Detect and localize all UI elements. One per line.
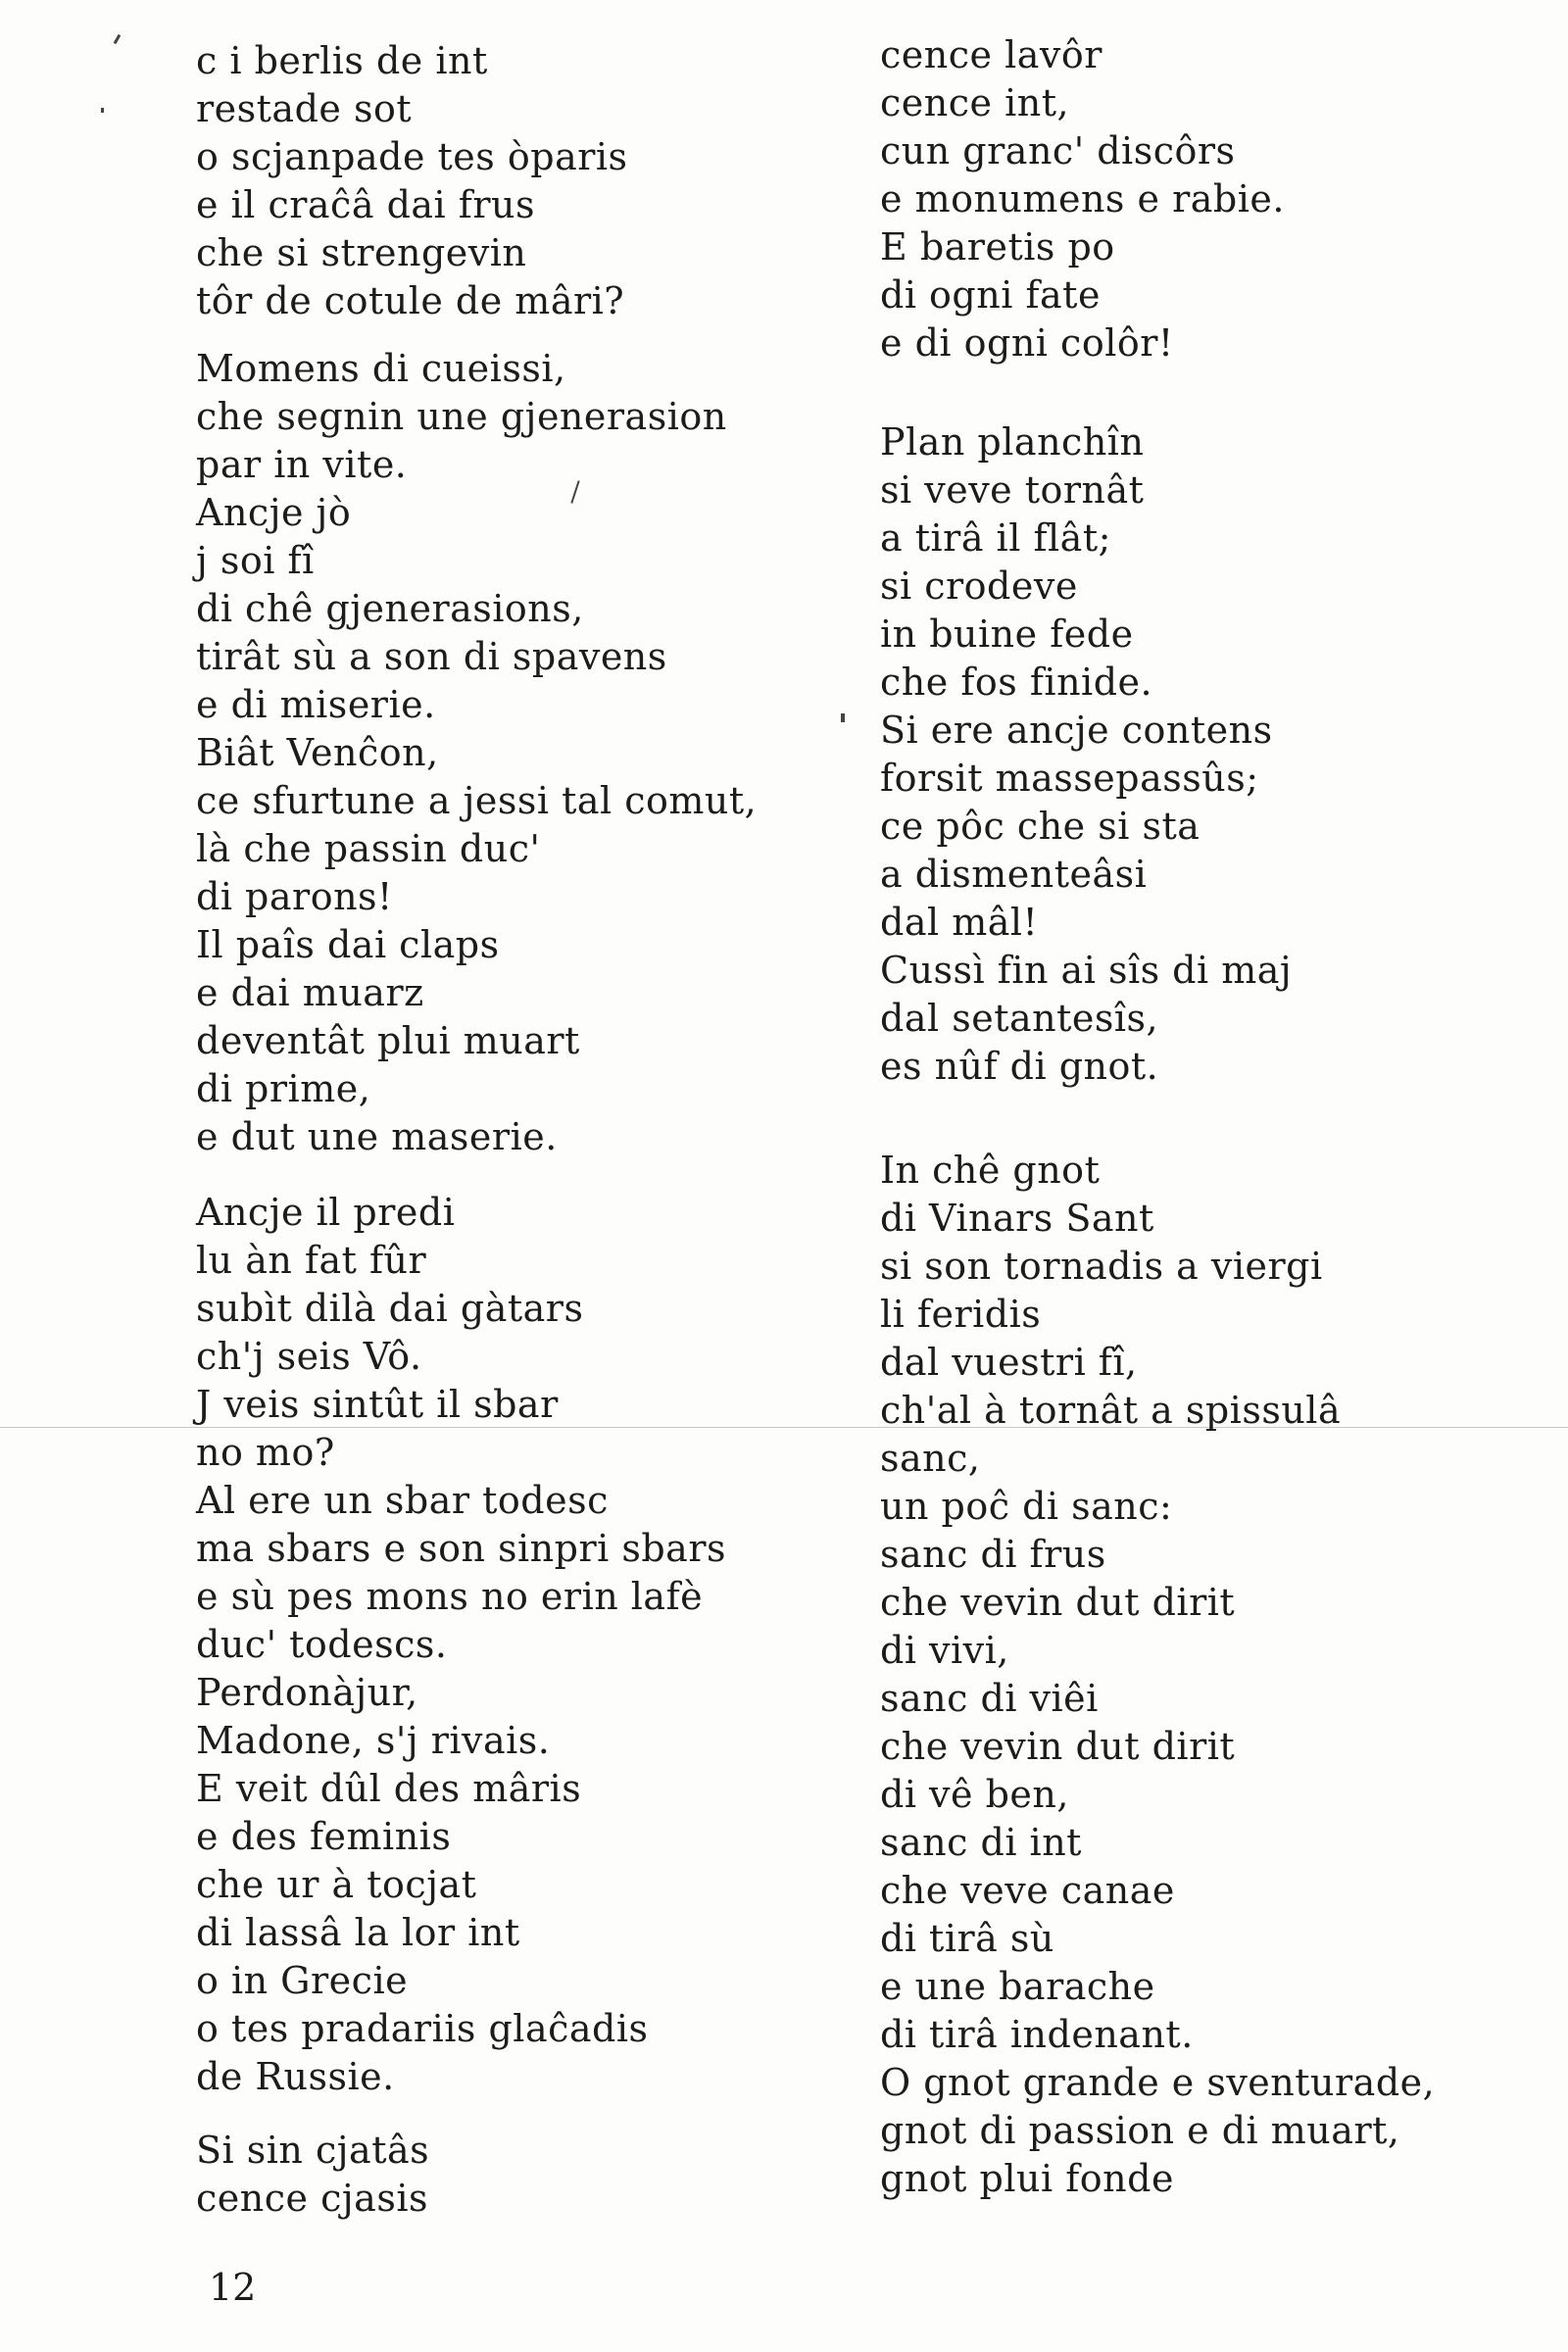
verse-line: tirât sù a son di spavens [196, 635, 667, 678]
verse-line: che segnin une gjenerasion [196, 395, 727, 438]
verse-line: Il paîs dai claps [196, 923, 500, 966]
stanza [880, 1147, 1435, 2203]
verse-line: no mo? [196, 1431, 335, 1474]
verse-line: Si sin cjatâs [196, 2129, 430, 2172]
verse-line: si crodeve [880, 564, 1078, 608]
verse-line: a tirâ il flât; [880, 516, 1111, 560]
verse-line: di vivi, [880, 1629, 1009, 1672]
verse-line: e dai muarz [196, 971, 424, 1014]
verse-line: sanc, [880, 1437, 981, 1480]
verse-line: di parons! [196, 875, 393, 918]
verse-line: Al ere un sbar todesc [196, 1479, 609, 1522]
verse-line: cence cjasis [196, 2177, 428, 2220]
verse-line: in buine fede [880, 612, 1134, 656]
verse-line: E veit dûl des mâris [196, 1767, 582, 1810]
verse-line: e une barache [880, 1965, 1155, 2008]
verse-line: gnot plui fonde [880, 2157, 1174, 2200]
verse-line: di prime, [196, 1067, 371, 1110]
verse-line: Perdonàjur, [196, 1671, 418, 1714]
margin-mark [841, 713, 845, 722]
verse-line: di tirâ indenant. [880, 2013, 1194, 2056]
verse-line: gnot di passion e di muart, [880, 2109, 1400, 2152]
verse-line: j soi fî [196, 539, 315, 582]
page-number: 12 [209, 2266, 257, 2309]
verse-line: de Russie. [196, 2055, 395, 2098]
verse-line: che si strengevin [196, 231, 527, 274]
stanza [196, 2127, 429, 2223]
verse-line: là che passin duc' [196, 827, 541, 870]
margin-mark [114, 34, 122, 44]
verse-line: tôr de cotule de mâri? [196, 279, 625, 322]
stanza [196, 345, 757, 1161]
verse-line: e di miserie. [196, 683, 436, 726]
verse-line: O gnot grande e sventurade, [880, 2061, 1436, 2104]
verse-line: e di ogni colôr! [880, 321, 1174, 365]
verse-line: li feridis [880, 1293, 1042, 1336]
verse-line: duc' todescs. [196, 1623, 448, 1666]
verse-line: Plan planchîn [880, 420, 1145, 464]
verse-line: subìt dilà dai gàtars [196, 1287, 584, 1330]
verse-line: lu àn fat fûr [196, 1239, 427, 1282]
verse-line: Madone, s'j rivais. [196, 1719, 551, 1762]
verse-line: ce sfurtune a jessi tal comut, [196, 779, 758, 822]
verse-line: e monumens e rabie. [880, 177, 1285, 220]
margin-mark [101, 108, 104, 113]
verse-line: di ogni fate [880, 273, 1101, 317]
verse-line: Momens di cueissi, [196, 347, 566, 390]
verse-line: che fos finide. [880, 661, 1153, 704]
verse-line: forsit massepassûs; [880, 757, 1259, 800]
verse-line: sanc di int [880, 1821, 1082, 1864]
verse-line: par in vite. [196, 443, 408, 486]
verse-line: di chê gjenerasions, [196, 587, 584, 630]
verse-line: dal mâl! [880, 901, 1039, 944]
verse-line: ch'al à tornât a spissulâ [880, 1389, 1342, 1432]
verse-line: In chê gnot [880, 1149, 1101, 1192]
verse-line: J veis sintût il sbar [196, 1383, 559, 1426]
stanza [880, 31, 1285, 368]
verse-line: ce pôc che si sta [880, 805, 1200, 848]
verse-line: Biât Venĉon, [196, 731, 439, 774]
verse-line: di tirâ sù [880, 1917, 1054, 1960]
verse-line: che ur à tocjat [196, 1863, 477, 1906]
verse-line: sanc di viêi [880, 1677, 1099, 1720]
stanza [196, 37, 628, 325]
verse-line: dal vuestri fî, [880, 1341, 1138, 1384]
verse-line: di lassâ la lor int [196, 1911, 520, 1954]
verse-line: e des feminis [196, 1815, 452, 1858]
verse-line: sanc di frus [880, 1533, 1106, 1576]
verse-line: che vevin dut dirit [880, 1725, 1236, 1768]
verse-line: e sù pes mons no erin lafè [196, 1575, 704, 1618]
stanza [196, 1189, 726, 2101]
verse-line: cence int, [880, 81, 1070, 124]
verse-line: di Vinars Sant [880, 1197, 1154, 1240]
verse-line: Si ere ancje contens [880, 709, 1273, 752]
verse-line: si son tornadis a viergi [880, 1245, 1323, 1288]
verse-line: e il craĉâ dai frus [196, 183, 535, 226]
stanza [880, 418, 1292, 1091]
verse-line: o tes pradariis glaĉadis [196, 2007, 649, 2050]
verse-line: e dut une maserie. [196, 1115, 558, 1158]
verse-line: restade sot [196, 87, 413, 130]
verse-line: dal setantesîs, [880, 997, 1159, 1040]
verse-line: a dismenteâsi [880, 853, 1148, 896]
verse-line: Ancje jò [196, 491, 352, 534]
verse-line: che vevin dut dirit [880, 1581, 1236, 1624]
verse-line: E baretis po [880, 225, 1115, 269]
verse-line: cence lavôr [880, 33, 1102, 76]
verse-line: o in Grecie [196, 1959, 409, 2002]
verse-line: ma sbars e son sinpri sbars [196, 1527, 726, 1570]
verse-line: cun granc' discôrs [880, 129, 1236, 172]
verse-line: si veve tornât [880, 468, 1145, 512]
verse-line: o scjanpade tes òparis [196, 135, 628, 178]
verse-line: ch'j seis Vô. [196, 1335, 422, 1378]
verse-line: Cussì fin ai sîs di maj [880, 949, 1293, 992]
verse-line: c i berlis de int [196, 39, 488, 82]
verse-line: Ancje il predi [196, 1191, 456, 1234]
verse-line: di vê ben, [880, 1773, 1069, 1816]
verse-line: es nûf di gnot. [880, 1045, 1159, 1088]
verse-line: che veve canae [880, 1869, 1175, 1912]
verse-line: deventât plui muart [196, 1019, 580, 1062]
verse-line: un poĉ di sanc: [880, 1485, 1173, 1528]
